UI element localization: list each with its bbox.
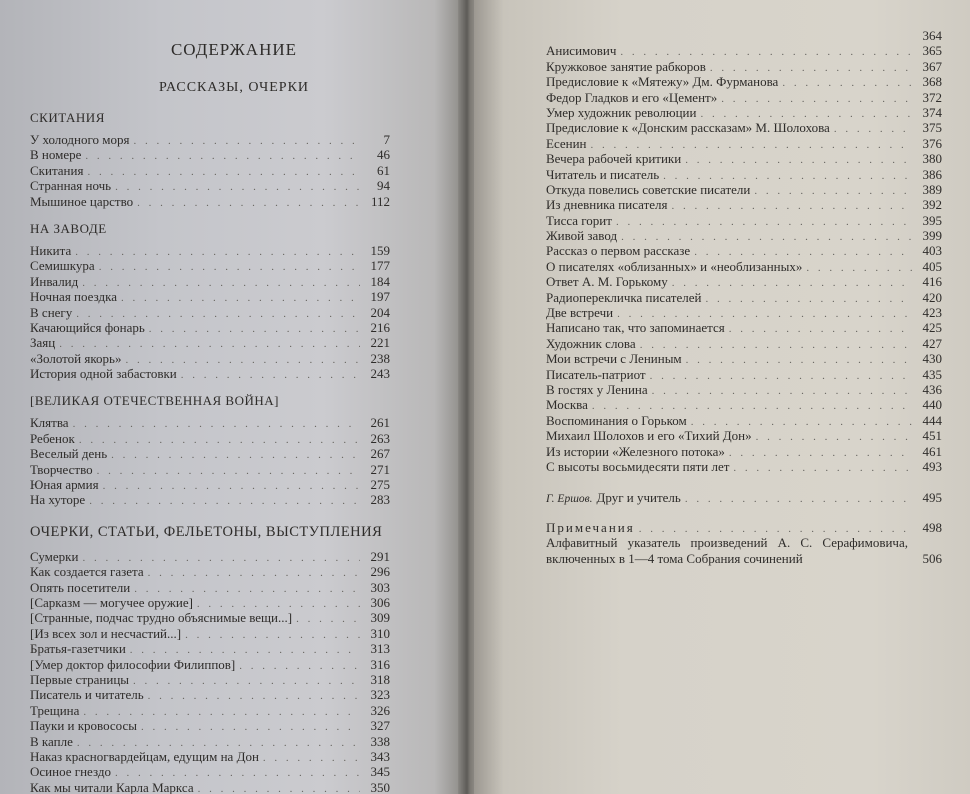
entry-title: Написано так, что запоминается — [546, 320, 725, 336]
entry-title: Предисловие к «Донским рассказам» М. Шолохова — [546, 120, 830, 136]
toc-entry — [30, 132, 438, 147]
toc-entry — [546, 136, 942, 151]
toc-entry — [546, 367, 942, 382]
entry-title: Тисса горит — [546, 212, 612, 228]
toc-entry — [30, 289, 438, 304]
entry-title: Кружковое занятие рабкоров — [546, 58, 706, 74]
left-page — [0, 0, 462, 794]
entry-page-number: 326 — [370, 702, 390, 718]
toc-entry — [546, 167, 942, 182]
entry-title: Клятва — [30, 415, 69, 431]
entry-title: Ночная поездка — [30, 289, 117, 305]
entry-page-number: 461 — [922, 443, 942, 459]
entry-title: Откуда повелись советские писатели — [546, 181, 751, 197]
entry-page-number: 61 — [377, 162, 390, 178]
entry-page-number: 444 — [922, 412, 942, 428]
entry-page-number: 267 — [370, 446, 390, 462]
toc-entry — [30, 672, 438, 687]
entry-page-number: 386 — [922, 166, 942, 182]
toc-entry — [546, 151, 942, 166]
toc-entry — [546, 413, 942, 428]
toc-entry — [546, 428, 942, 443]
entry-title: У холодного моря — [30, 132, 130, 147]
entry-page-number: 291 — [370, 548, 390, 564]
toc-entry — [30, 580, 438, 595]
dot-leader — [121, 291, 360, 306]
dot-leader — [782, 76, 912, 91]
notes-title: Примечания — [546, 519, 635, 535]
entry-page-number: 310 — [370, 625, 390, 641]
entry-page-number: 177 — [370, 258, 390, 274]
dot-leader — [137, 196, 360, 211]
dot-leader — [729, 446, 912, 461]
dot-leader — [239, 659, 360, 674]
dot-leader — [148, 566, 360, 581]
entry-page-number: 204 — [370, 304, 390, 320]
toc-entry — [546, 228, 942, 243]
entry-page-number: 318 — [370, 671, 390, 687]
entry-page-number: 430 — [922, 351, 942, 367]
entry-title: Веселый день — [30, 446, 108, 462]
entry-page-number: 395 — [922, 212, 942, 228]
dot-leader — [79, 433, 360, 448]
entry-page-number: 261 — [370, 415, 390, 431]
entry-page-number: 451 — [922, 428, 942, 444]
entry-page-number: 440 — [922, 397, 942, 413]
entry-title: Странная ночь — [30, 178, 112, 194]
toc-entry — [546, 105, 942, 120]
toc-entry — [30, 163, 438, 178]
section-list — [30, 415, 438, 507]
entry-title: Есенин — [546, 135, 587, 151]
entry-title: Качающийся фонарь — [30, 319, 145, 335]
toc-entry — [546, 120, 942, 135]
dot-leader — [729, 322, 912, 337]
entry-page-number: 345 — [370, 764, 390, 780]
toc-entry — [546, 182, 942, 197]
dot-leader — [97, 464, 360, 479]
entry-title: Сумерки — [30, 548, 79, 564]
entry-page-number: 296 — [370, 564, 390, 580]
toc-entry — [30, 335, 438, 350]
section-list — [30, 132, 438, 209]
toc-entry — [30, 147, 438, 162]
entry-title: Заяц — [30, 335, 56, 351]
dot-leader — [198, 782, 360, 794]
toc-entry — [546, 213, 942, 228]
entry-page-number: 238 — [370, 350, 390, 366]
entry-page-number: 46 — [377, 147, 390, 163]
entry-title: Читатель и писатель — [546, 166, 660, 182]
index-title: Алфавитный указатель произведений А. С. Серафимовича, включенных в 1—4 тома Собрания сочинений — [546, 535, 908, 566]
toc-entry — [546, 59, 942, 74]
entry-page-number: 94 — [377, 178, 390, 194]
entry-page-number: 306 — [370, 594, 390, 610]
entry-page-number: 271 — [370, 461, 390, 477]
dot-leader — [296, 612, 360, 627]
dot-leader — [148, 689, 360, 704]
toc-entry — [546, 320, 942, 335]
entry-title: Пауки и кровососы — [30, 718, 138, 734]
entry-title: Москва — [546, 397, 588, 413]
entry-title: Две встречи — [546, 305, 614, 321]
entry-page-number: 416 — [922, 274, 942, 290]
dot-leader — [82, 276, 360, 291]
entry-title: Семишкура — [30, 258, 95, 274]
toc-entry — [546, 43, 942, 58]
dot-leader — [685, 153, 912, 168]
entry-page-number: 327 — [370, 718, 390, 734]
toc-entry — [546, 243, 942, 258]
entry-page-number: 365 — [922, 43, 942, 59]
entry-title: «Золотой якорь» — [30, 350, 122, 366]
dot-leader — [806, 261, 912, 276]
entry-page-number: 376 — [922, 135, 942, 151]
entry-title: Наказ красногвардейцам, едущим на Дон — [30, 748, 259, 764]
dot-leader — [133, 674, 360, 689]
toc-entry — [30, 687, 438, 702]
toc-entry — [546, 259, 942, 274]
entry-title: Первые страницы — [30, 671, 130, 687]
toc-entry — [546, 305, 942, 320]
entry-title: Из дневника писателя — [546, 197, 668, 213]
toc-entry — [30, 194, 438, 209]
entry-title: Опять посетители — [30, 579, 131, 595]
entry-page-number: 368 — [922, 74, 942, 90]
entry-title: Осиное гнездо — [30, 764, 111, 780]
entry-page-number: 436 — [922, 381, 942, 397]
toc-entry — [546, 382, 942, 397]
toc-entry — [30, 610, 438, 625]
dot-leader — [99, 260, 360, 275]
entry-page-number: 420 — [922, 289, 942, 305]
toc-entry — [30, 462, 438, 477]
toc-entry — [546, 274, 942, 289]
toc-entry — [30, 764, 438, 779]
entry-page-number: 375 — [922, 120, 942, 136]
toc-entry-continued — [546, 28, 942, 43]
entry-page-number: 216 — [370, 319, 390, 335]
entry-title: Михаил Шолохов и его «Тихий Дон» — [546, 428, 752, 444]
toc-entry — [30, 366, 438, 381]
toc-entry — [30, 431, 438, 446]
entry-page-number: 338 — [370, 733, 390, 749]
entry-title: Предисловие к «Мятежу» Дм. Фурманова — [546, 74, 779, 90]
afterword-entry — [546, 490, 942, 505]
entry-page-number: 275 — [370, 477, 390, 493]
page-title: СОДЕРЖАНИЕ — [170, 40, 298, 59]
entry-page-number: 372 — [922, 89, 942, 105]
toc-entry — [546, 74, 942, 89]
afterword-author: Г. Ершов. — [546, 493, 593, 506]
entry-title: [Сарказм — могучее оружие] — [30, 594, 193, 610]
entry-title: Воспоминания о Горьком — [546, 412, 687, 428]
dot-leader — [652, 384, 912, 399]
dot-leader — [834, 122, 912, 137]
toc-entry — [546, 336, 942, 351]
entry-title: Писатель и читатель — [30, 687, 144, 703]
toc-entry — [30, 258, 438, 273]
entry-title: На хуторе — [30, 492, 86, 508]
notes-entry — [546, 520, 942, 535]
entry-page-number: 112 — [370, 193, 390, 209]
toc-entry — [546, 397, 942, 412]
toc-entry — [30, 564, 438, 579]
entry-page-number: 403 — [922, 243, 942, 259]
toc-entry — [30, 703, 438, 718]
dot-leader — [650, 369, 912, 384]
toc-entry — [30, 718, 438, 733]
dot-leader — [672, 276, 912, 291]
toc-entry — [546, 290, 942, 305]
dot-leader — [686, 353, 912, 368]
entry-page-number: 374 — [922, 104, 942, 120]
dot-leader — [141, 720, 360, 735]
entry-page-number: 243 — [370, 366, 390, 382]
dot-leader — [685, 492, 912, 507]
entry-title: Ребенок — [30, 430, 75, 446]
dot-leader — [89, 494, 360, 509]
section-heading: [ВЕЛИКАЯ ОТЕЧЕСТВЕННАЯ ВОЙНА] — [30, 393, 279, 409]
dot-leader — [85, 149, 360, 164]
dot-leader — [115, 180, 360, 195]
entry-page-number: 343 — [370, 748, 390, 764]
dot-leader — [75, 245, 360, 260]
entry-page-number: 493 — [922, 458, 942, 474]
entry-title: Никита — [30, 242, 72, 258]
toc-entry — [546, 459, 942, 474]
entry-title: Умер художник революции — [546, 104, 697, 120]
entry-page-number: 263 — [370, 430, 390, 446]
entry-title: В гостях у Ленина — [546, 381, 648, 397]
entry-title: [Из всех зол и несчастий...] — [30, 625, 182, 641]
entry-title: О писателях «облизанных» и «необлизанных» — [546, 258, 803, 274]
entry-title: История одной забастовки — [30, 366, 177, 382]
entry-title: Братья-газетчики — [30, 641, 126, 657]
entry-title: В номере — [30, 147, 82, 163]
entry-title: Рассказ о первом рассказе — [546, 243, 691, 259]
entry-page-number: 316 — [370, 656, 390, 672]
entry-page-number: 350 — [370, 779, 390, 794]
toc-entry — [30, 549, 438, 564]
entry-page-number: 427 — [922, 335, 942, 351]
dot-leader — [111, 448, 360, 463]
toc-entry — [30, 274, 438, 289]
section-list — [546, 43, 942, 474]
entry-page-number: 221 — [370, 335, 390, 351]
dot-leader — [149, 322, 360, 337]
entry-title: Радиоперекличка писателей — [546, 289, 702, 305]
entry-title: Как создается газета — [30, 564, 144, 580]
entry-title: Как мы читали Карла Маркса — [30, 779, 194, 794]
entry-page-number: 323 — [370, 687, 390, 703]
entry-page-number: 364 — [922, 28, 942, 43]
toc-entry — [30, 626, 438, 641]
toc-entry — [30, 446, 438, 461]
entry-page-number: 435 — [922, 366, 942, 382]
toc-entry — [30, 305, 438, 320]
entry-title: Трещина — [30, 702, 80, 718]
entry-page-number: 184 — [370, 273, 390, 289]
entry-title: В капле — [30, 733, 73, 749]
dot-leader — [754, 184, 912, 199]
entry-page-number: 197 — [370, 289, 390, 305]
toc-entry — [546, 444, 942, 459]
entry-page-number: 495 — [922, 490, 942, 506]
toc-entry — [30, 749, 438, 764]
toc-entry — [546, 351, 942, 366]
entry-page-number: 303 — [370, 579, 390, 595]
index-entry — [546, 535, 942, 566]
entry-title: Скитания — [30, 162, 84, 178]
entry-title: Анисимович — [546, 43, 617, 59]
entry-title: Юная армия — [30, 477, 99, 493]
toc-entry — [30, 780, 438, 794]
dot-leader — [181, 368, 360, 383]
entry-page-number: 367 — [922, 58, 942, 74]
toc-entry — [30, 657, 438, 672]
toc-entry — [30, 243, 438, 258]
section-heading: СКИТАНИЯ — [30, 110, 105, 125]
entry-page-number: 392 — [922, 197, 942, 213]
toc-entry — [30, 477, 438, 492]
dot-leader — [263, 751, 360, 766]
toc-entry — [30, 178, 438, 193]
entry-title: Писатель-патриот — [546, 366, 646, 382]
entry-page-number: 425 — [922, 320, 942, 336]
entry-page-number: 313 — [370, 641, 390, 657]
entry-title: В снегу — [30, 304, 73, 320]
entry-title: Инвалид — [30, 273, 79, 289]
toc-entry — [30, 320, 438, 335]
toc-entry — [30, 641, 438, 656]
dot-leader — [616, 215, 912, 230]
dot-leader — [721, 92, 912, 107]
dot-leader — [185, 628, 360, 643]
dot-leader — [133, 134, 360, 149]
afterword-title: Друг и учитель — [596, 490, 681, 506]
dot-leader — [87, 165, 360, 180]
entry-page-number: 405 — [922, 258, 942, 274]
toc-entry — [30, 595, 438, 610]
toc-entry — [30, 351, 438, 366]
section-heading: НА ЗАВОДЕ — [30, 220, 107, 236]
entry-title: Вечера рабочей критики — [546, 151, 682, 167]
part-heading: ОЧЕРКИ, СТАТЬИ, ФЕЛЬЕТОНЫ, ВЫСТУПЛЕНИЯ — [30, 523, 383, 540]
toc-entry — [30, 492, 438, 507]
entry-page-number: 423 — [922, 305, 942, 321]
dot-leader — [73, 417, 360, 432]
dot-leader — [756, 430, 912, 445]
entry-page-number: 399 — [922, 228, 942, 244]
entry-page-number: 159 — [370, 242, 390, 258]
dot-leader — [672, 199, 912, 214]
dot-leader — [705, 292, 912, 307]
section-list — [30, 549, 438, 794]
entry-title: Художник слова — [546, 335, 636, 351]
dot-leader — [733, 461, 912, 476]
toc-entry — [30, 734, 438, 749]
entry-title: [Странные, подчас трудно объяснимые вещи...] — [30, 610, 293, 626]
entry-page-number: 283 — [370, 492, 390, 508]
toc-entry — [30, 415, 438, 430]
entry-page-number: 7 — [383, 132, 390, 147]
entry-title: Живой завод — [546, 228, 618, 244]
entry-title: Ответ А. М. Горькому — [546, 274, 668, 290]
entry-title: С высоты восьмидесяти пяти лет — [546, 458, 730, 474]
toc-entry — [546, 90, 942, 105]
entry-title: [Умер доктор философии Филиппов] — [30, 656, 236, 672]
dot-leader — [103, 479, 360, 494]
section-list — [30, 243, 438, 382]
entry-page-number: 498 — [922, 519, 942, 535]
part-title: РАССКАЗЫ, ОЧЕРКИ — [158, 80, 310, 95]
entry-page-number: 309 — [370, 610, 390, 626]
entry-title: Из истории «Железного потока» — [546, 443, 725, 459]
right-page — [474, 0, 970, 794]
entry-page-number: 380 — [922, 151, 942, 167]
entry-title: Творчество — [30, 461, 93, 477]
toc-entry — [546, 197, 942, 212]
entry-title: Мои встречи с Лениным — [546, 351, 682, 367]
entry-title: Федор Гладков и его «Цемент» — [546, 89, 718, 105]
entry-page-number: 506 — [922, 550, 942, 566]
entry-page-number: 389 — [922, 181, 942, 197]
entry-title: Мышиное царство — [30, 193, 134, 209]
